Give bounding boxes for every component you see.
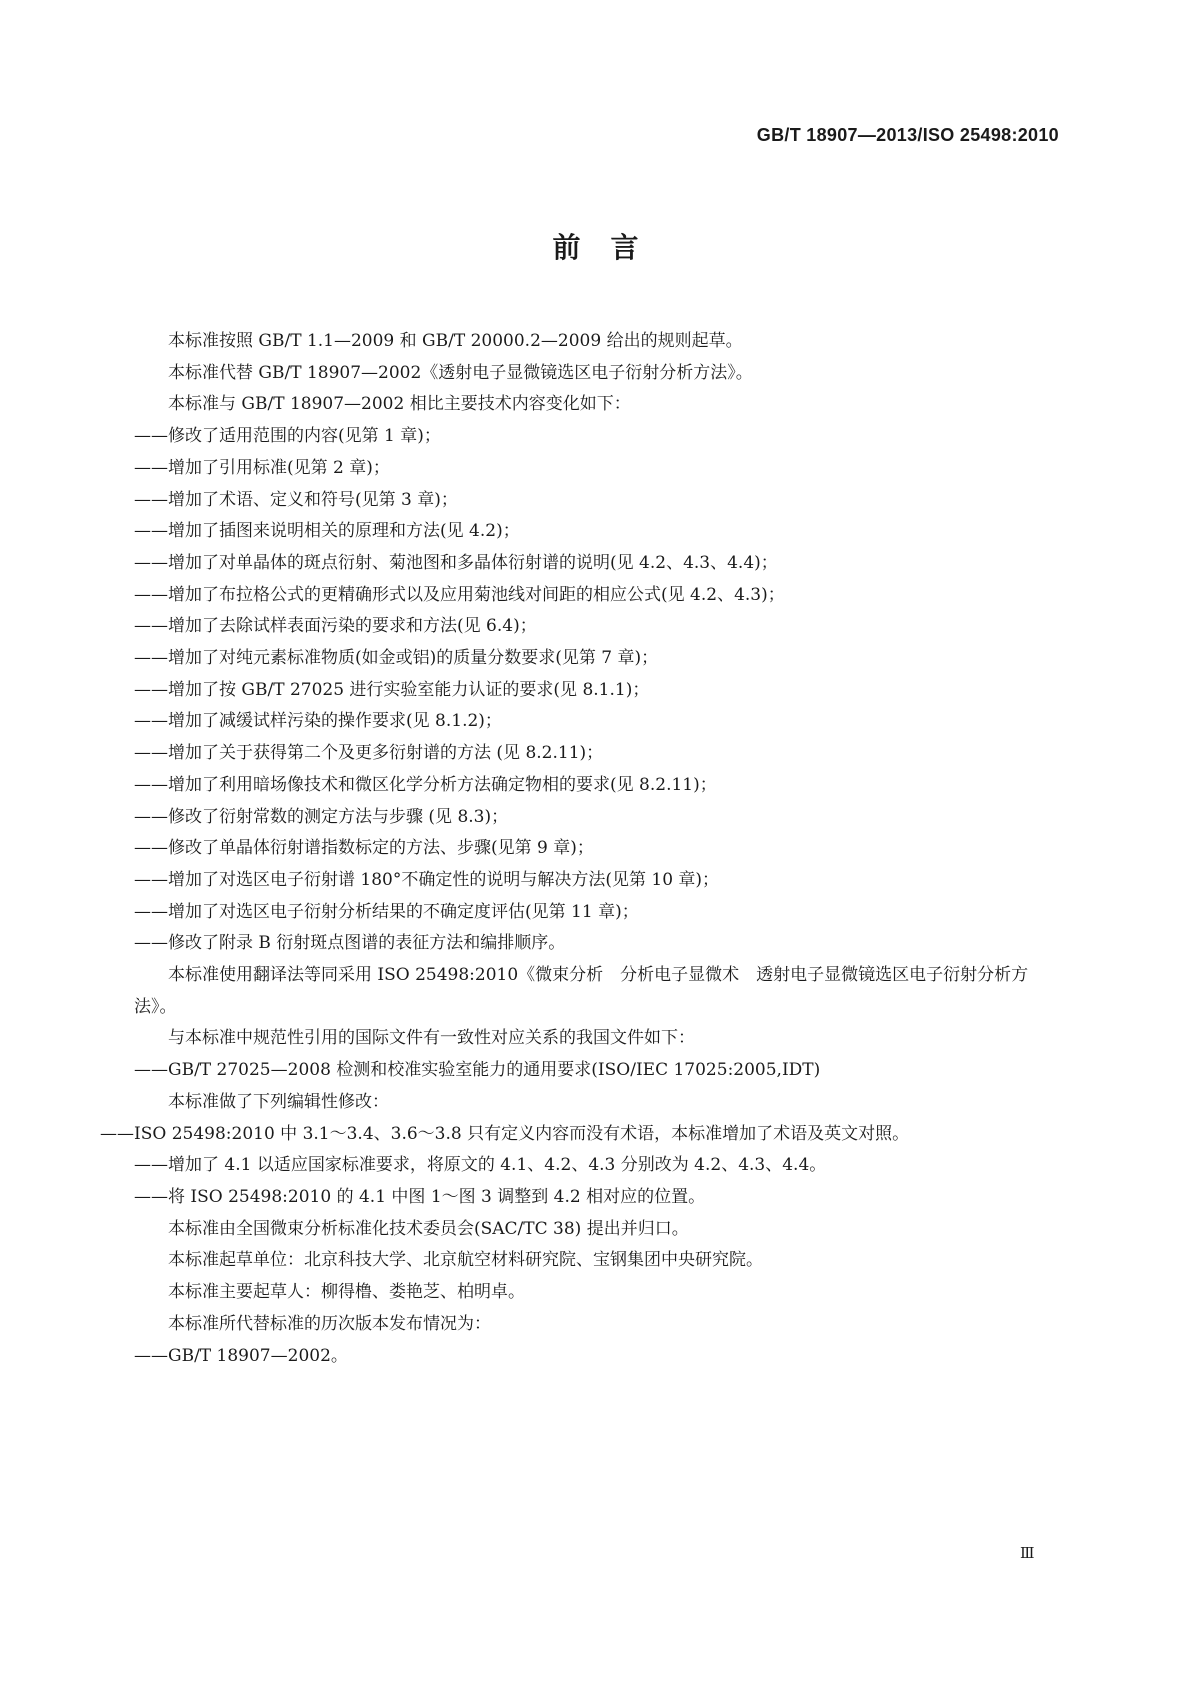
reference-list-item: ——GB/T 27025—2008 检测和校准实验室能力的通用要求(ISO/IEC 17025:2005,IDT) — [134, 1060, 821, 1081]
paragraph-adoption: 本标准使用翻译法等同采用 ISO 25498:2010《微束分析 分析电子显微术 透射电子显微镜选区电子衍射分析方法》。 — [134, 965, 1029, 1017]
change-list-item: ——修改了附录 B 衍射斑点图谱的表征方法和编排顺序。 — [134, 933, 566, 954]
change-list-item: ——修改了适用范围的内容(见第 1 章)； — [134, 426, 441, 447]
paragraph-normative-refs: 与本标准中规范性引用的国际文件有一致性对应关系的我国文件如下： — [168, 1028, 695, 1049]
change-list-item: ——增加了布拉格公式的更精确形式以及应用菊池线对间距的相应公式(见 4.2、4.3)； — [134, 584, 785, 605]
page-title: 前言 — [552, 231, 669, 264]
change-list-item: ——增加了引用标准(见第 2 章)； — [134, 457, 390, 478]
change-list-item: ——增加了去除试样表面污染的要求和方法(见 6.4)； — [134, 616, 537, 637]
paragraph-changes-intro: 本标准与 GB/T 18907—2002 相比主要技术内容变化如下： — [168, 394, 631, 415]
change-list-item: ——增加了减缓试样污染的操作要求(见 8.1.2)； — [134, 711, 502, 732]
change-list-item: ——增加了术语、定义和符号(见第 3 章)； — [134, 489, 458, 510]
editorial-list-item: ——增加了 4.1 以适应国家标准要求，将原文的 4.1、4.2、4.3 分别改为 4.2、4.3、4.4。 — [134, 1155, 827, 1176]
change-list-item: ——修改了单晶体衍射谱指数标定的方法、步骤(见第 9 章)； — [134, 838, 594, 859]
change-list-item: ——增加了利用暗场像技术和微区化学分析方法确定物相的要求(见 8.2.11)； — [134, 774, 717, 795]
standard-code: GB/T 18907—2013/ISO 25498:2010 — [756, 125, 1059, 145]
paragraph-proposer: 本标准由全国微束分析标准化技术委员会(SAC/TC 38) 提出并归口。 — [168, 1218, 689, 1239]
change-list-item: ——增加了关于获得第二个及更多衍射谱的方法 (见 8.2.11)； — [134, 743, 604, 764]
paragraph-drafters: 本标准主要起草人：柳得橹、娄艳芝、柏明卓。 — [168, 1282, 525, 1303]
change-list-item: ——增加了按 GB/T 27025 进行实验室能力认证的要求(见 8.1.1)； — [134, 679, 650, 700]
history-list-item: ——GB/T 18907—2002。 — [134, 1345, 348, 1366]
editorial-list-item: ——将 ISO 25498:2010 的 4.1 中图 1～图 3 调整到 4.2 相对应的位置。 — [134, 1186, 706, 1207]
paragraph-drafting-units: 本标准起草单位：北京科技大学、北京航空材料研究院、宝钢集团中央研究院。 — [168, 1250, 763, 1271]
paragraph-editorial-intro: 本标准做了下列编辑性修改： — [168, 1091, 389, 1112]
change-list-item: ——增加了对选区电子衍射分析结果的不确定度评估(见第 11 章)； — [134, 901, 639, 922]
change-list-item: ——修改了衍射常数的测定方法与步骤 (见 8.3)； — [134, 806, 509, 827]
change-list-item: ——增加了插图来说明相关的原理和方法(见 4.2)； — [134, 521, 520, 542]
paragraph-replaces: 本标准代替 GB/T 18907—2002《透射电子显微镜选区电子衍射分析方法》。 — [168, 362, 753, 383]
foreword-body — [100, 326, 1056, 1372]
paragraph-history-intro: 本标准所代替标准的历次版本发布情况为： — [168, 1313, 491, 1334]
editorial-list-item: ——ISO 25498:2010 中 3.1～3.4、3.6～3.8 只有定义内容而没有术语，本标准增加了术语及英文对照。 — [100, 1123, 910, 1144]
page-number: Ⅲ — [1020, 1546, 1036, 1562]
paragraph-drafting-rules: 本标准按照 GB/T 1.1—2009 和 GB/T 20000.2—2009 给出的规则起草。 — [168, 331, 743, 351]
change-list-item: ——增加了对选区电子衍射谱 180°不确定性的说明与解决方法(见第 10 章)； — [134, 869, 720, 890]
change-list-item: ——增加了对单晶体的斑点衍射、菊池图和多晶体衍射谱的说明(见 4.2、4.3、4.4)； — [134, 552, 778, 573]
change-list-item: ——增加了对纯元素标准物质(如金或铝)的质量分数要求(见第 7 章)； — [134, 648, 659, 669]
